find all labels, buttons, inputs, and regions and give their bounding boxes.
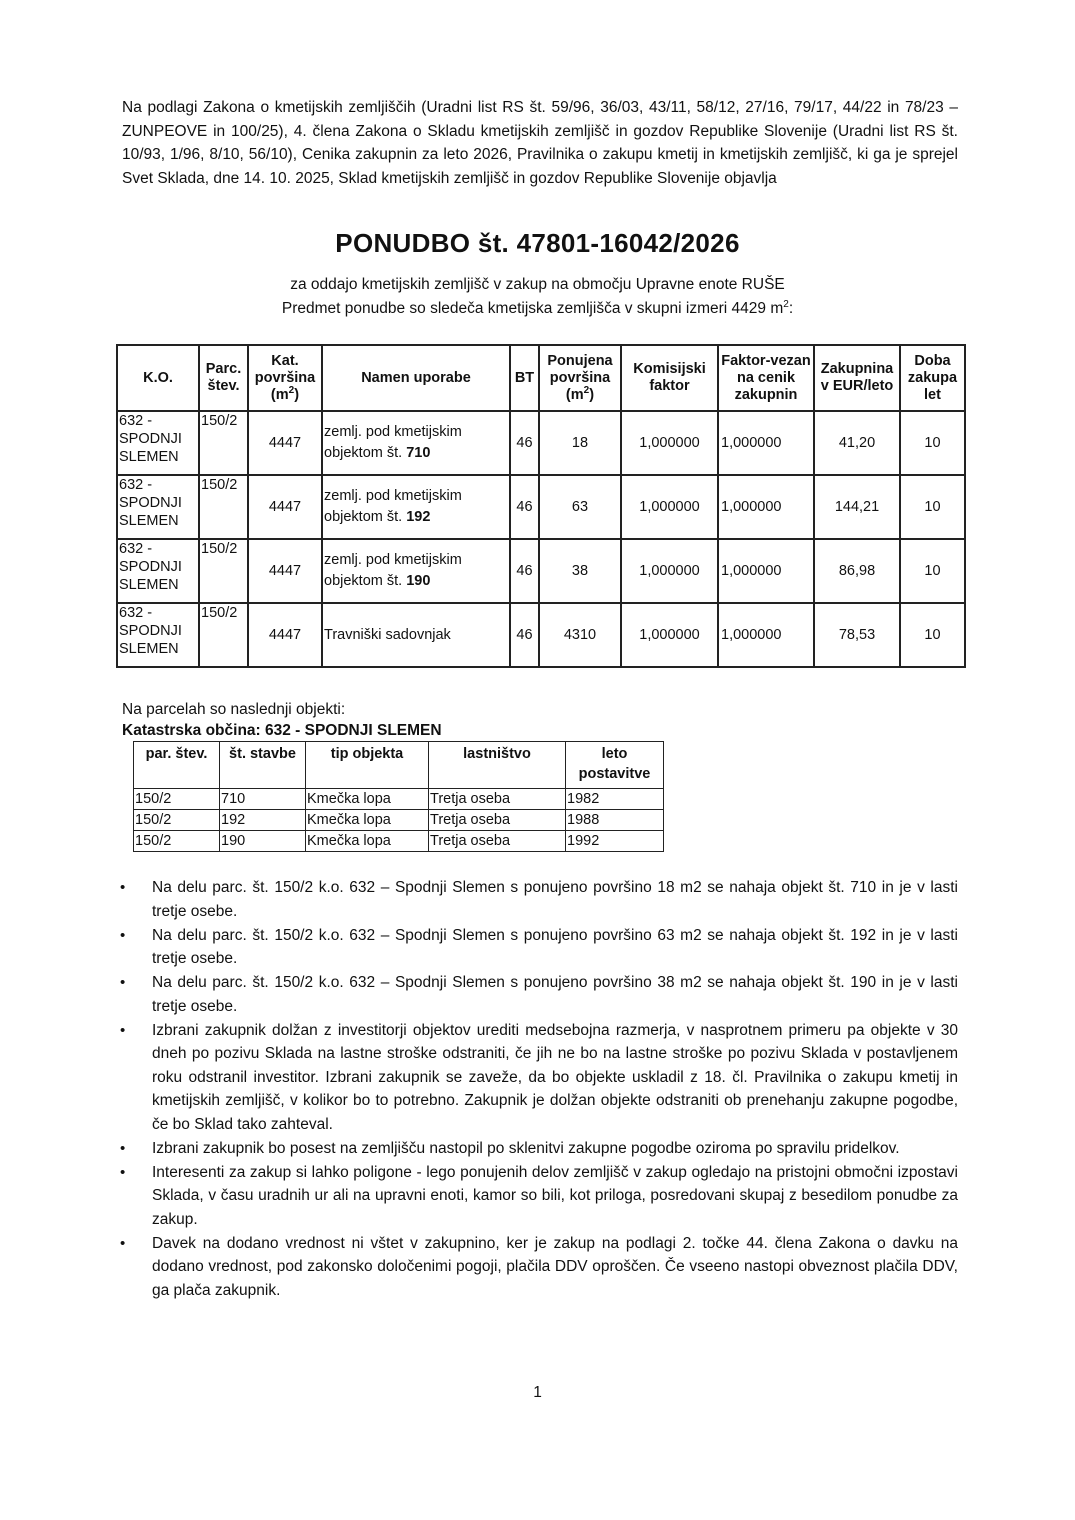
header-leto-postavitve: leto postavitve — [566, 742, 664, 789]
header-tip-objekta: tip objekta — [306, 742, 429, 789]
header-lastnistvo: lastništvo — [429, 742, 566, 789]
offer-subject-text: Predmet ponudbe so sledeča kmetijska zemljišča v skupni izmeri 4429 m — [281, 300, 784, 317]
cell-bt: 46 — [510, 411, 539, 475]
bullet-icon: • — [120, 1163, 126, 1181]
cell-komis: 1,000000 — [621, 539, 718, 603]
cell-kat: 4447 — [248, 475, 322, 539]
cell-tip-objekta: Kmečka lopa — [306, 789, 429, 810]
cell-pon: 38 — [539, 539, 621, 603]
cell-leto: 1992 — [566, 831, 664, 852]
cell-komis: 1,000000 — [621, 411, 718, 475]
header-pon-label: Ponujena površina — [547, 352, 613, 386]
cell-namen-text: Travniški sadovnjak — [324, 626, 451, 643]
cell-parc: 150/2 — [199, 603, 248, 667]
conditions-list — [120, 876, 958, 1303]
list-item — [120, 1137, 958, 1161]
cell-lastnistvo: Tretja oseba — [429, 831, 566, 852]
cell-objekt: 192 — [406, 509, 431, 525]
bullet-icon: • — [120, 926, 126, 944]
cell-kat: 4447 — [248, 411, 322, 475]
header-doba: Doba zakupa let — [900, 345, 965, 411]
cell-bt: 46 — [510, 475, 539, 539]
cell-namen — [322, 411, 510, 475]
cell-ko: 632 - SPODNJI SLEMEN — [117, 603, 199, 667]
cell-komis: 1,000000 — [621, 603, 718, 667]
table-row — [117, 411, 965, 475]
bullet-icon: • — [120, 1234, 126, 1252]
cell-ko: 632 - SPODNJI SLEMEN — [117, 475, 199, 539]
cell-zakupnina: 41,20 — [814, 411, 900, 475]
offer-subtitle: za oddajo kmetijskih zemljišč v zakup na območju Upravne enote RUŠE — [290, 276, 785, 293]
land-table — [116, 344, 966, 668]
table-row — [134, 810, 664, 831]
table-row — [117, 539, 965, 603]
cell-lastnistvo: Tretja oseba — [429, 789, 566, 810]
cell-doba: 10 — [900, 603, 965, 667]
cell-faktor: 1,000000 — [718, 603, 814, 667]
offer-title: PONUDBO št. 47801-16042/2026 — [335, 228, 740, 258]
bullet-icon: • — [120, 1139, 126, 1157]
header-pon-unit: (m — [565, 386, 584, 403]
header-pon — [539, 345, 621, 411]
cell-tip-objekta: Kmečka lopa — [306, 810, 429, 831]
list-item — [120, 924, 958, 971]
header-pon-close: ) — [589, 386, 595, 403]
page-number: 1 — [533, 1384, 542, 1401]
cell-st-stavbe: 190 — [220, 831, 306, 852]
cell-parc: 150/2 — [199, 475, 248, 539]
header-kat-sup: 2 — [288, 384, 295, 396]
cell-kat: 4447 — [248, 539, 322, 603]
list-item — [120, 1019, 958, 1137]
cell-doba: 10 — [900, 411, 965, 475]
header-kat — [248, 345, 322, 411]
list-item — [120, 971, 958, 1018]
cell-bt: 46 — [510, 603, 539, 667]
cadastral-label: Katastrska občina: 632 - SPODNJI SLEMEN — [122, 722, 442, 739]
header-pon-sup: 2 — [583, 384, 590, 396]
cell-leto: 1982 — [566, 789, 664, 810]
cell-faktor: 1,000000 — [718, 411, 814, 475]
cell-par-stev: 150/2 — [134, 831, 220, 852]
list-item-text: Na delu parc. št. 150/2 k.o. 632 – Spodnji Slemen s ponujeno površino 63 m2 se nahaja objekt št. 192 in je v lasti tretje osebe. — [152, 926, 958, 967]
header-bt: BT — [510, 345, 539, 411]
cell-namen — [322, 539, 510, 603]
cell-namen — [322, 603, 510, 667]
table-row — [134, 831, 664, 852]
cell-parc: 150/2 — [199, 539, 248, 603]
table-row — [117, 475, 965, 539]
cell-namen-text: zemlj. pod kmetijskim objektom št. — [324, 424, 462, 461]
cell-tip-objekta: Kmečka lopa — [306, 831, 429, 852]
cell-par-stev: 150/2 — [134, 789, 220, 810]
header-parc: Parc. štev. — [199, 345, 248, 411]
header-zakupnina: Zakupnina v EUR/leto — [814, 345, 900, 411]
cell-st-stavbe: 710 — [220, 789, 306, 810]
cell-faktor: 1,000000 — [718, 475, 814, 539]
list-item-text: Izbrani zakupnik bo posest na zemljišču nastopil po sklenitvi zakupne pogodbe oziroma po spravilu pridelkov. — [152, 1139, 900, 1157]
cell-namen-text: zemlj. pod kmetijskim objektom št. — [324, 488, 462, 525]
cell-namen-text: zemlj. pod kmetijskim objektom št. — [324, 552, 462, 589]
cell-objekt: 710 — [406, 445, 431, 461]
cell-pon: 4310 — [539, 603, 621, 667]
cell-kat: 4447 — [248, 603, 322, 667]
header-namen: Namen uporabe — [322, 345, 510, 411]
header-st-stavbe: št. stavbe — [220, 742, 306, 789]
table-row — [134, 789, 664, 810]
list-item-text: Na delu parc. št. 150/2 k.o. 632 – Spodnji Slemen s ponujeno površino 38 m2 se nahaja objekt št. 190 in je v lasti tretje osebe. — [152, 974, 958, 1015]
header-kat-label: Kat. površina — [254, 352, 316, 386]
cell-pon: 63 — [539, 475, 621, 539]
table-row — [117, 603, 965, 667]
cell-namen — [322, 475, 510, 539]
header-kat-unit: (m — [270, 386, 289, 403]
cell-par-stev: 150/2 — [134, 810, 220, 831]
bullet-icon: • — [120, 879, 126, 896]
list-item-text: Izbrani zakupnik dolžan z investitorji objektov urediti medsebojna razmerja, v nasprotnem primeru pa objekte v 30 dneh po pozivu Sklada na lastne stroške odstraniti, če jih ne bo na lastne stroške po pozivu Sklada v postavljenem roku odstranil investitor. Izbrani zakupnik se zaveže, da bo objekte uskladil z 18. čl. Pravilnika o zakupu kmetij in kmetijskih zemljišč, v kolikor bo to potrebno. Zakupnik je dolžan objekte odstraniti ob prenehanju zakupne pogodbe, če bo Sklad tako zahteval. — [152, 1021, 958, 1133]
cell-zakupnina: 78,53 — [814, 603, 900, 667]
cell-st-stavbe: 192 — [220, 810, 306, 831]
list-item — [120, 1161, 958, 1232]
header-faktor: Faktor-vezan na cenik zakupnin — [718, 345, 814, 411]
objects-label: Na parcelah so naslednji objekti: — [122, 701, 346, 718]
list-item-text: Davek na dodano vrednost ni vštet v zakupnino, ker je zakup na podlagi 2. točke 44. člena Zakona o davku na dodano vrednost, pod zakonsko določenimi pogoji, plačila DDV oproščen. Če vseeno nastopi obveznost plačila DDV, ga plača zakupnik. — [152, 1234, 958, 1299]
cell-bt: 46 — [510, 539, 539, 603]
land-table-header — [117, 345, 965, 411]
header-par-stev: par. štev. — [134, 742, 220, 789]
cell-objekt: 190 — [406, 573, 431, 589]
cell-zakupnina: 144,21 — [814, 475, 900, 539]
bullet-icon: • — [120, 974, 126, 991]
cell-ko: 632 - SPODNJI SLEMEN — [117, 411, 199, 475]
objects-table — [133, 741, 664, 852]
cell-lastnistvo: Tretja oseba — [429, 810, 566, 831]
header-kat-close: ) — [294, 386, 300, 403]
cell-zakupnina: 86,98 — [814, 539, 900, 603]
cell-faktor: 1,000000 — [718, 539, 814, 603]
cell-doba: 10 — [900, 539, 965, 603]
cell-ko: 632 - SPODNJI SLEMEN — [117, 539, 199, 603]
objects-table-header — [134, 742, 664, 789]
cell-doba: 10 — [900, 475, 965, 539]
list-item-text: Na delu parc. št. 150/2 k.o. 632 – Spodnji Slemen s ponujeno površino 18 m2 se nahaja objekt št. 710 in je v lasti tretje osebe. — [152, 879, 958, 920]
cell-leto: 1988 — [566, 810, 664, 831]
cell-pon: 18 — [539, 411, 621, 475]
intro-paragraph: Na podlagi Zakona o kmetijskih zemljiščih (Uradni list RS št. 59/96, 36/03, 43/11, 58/12, 27/16, 79/17, 44/22 in 78/23 – ZUNPEOVE in 100/25), 4. člena Zakona o Skladu kmetijskih zemljišč in gozdov Republike Slovenije (Uradni list RS št. 10/93, 1/96, 8/10, 56/10), Cenika zakupnin za leto 2026, Pravilnika o zakupu kmetij in kmetijskih zemljišč, ki ga je sprejel Svet Sklada, dne 14. 10. 2025, Sklad kmetijskih zemljišč in gozdov Republike Slovenije objavlja — [122, 99, 958, 187]
offer-subject-end: : — [788, 300, 794, 317]
list-item — [120, 876, 958, 923]
cell-komis: 1,000000 — [621, 475, 718, 539]
header-ko: K.O. — [117, 345, 199, 411]
offer-subject-sup: 2 — [783, 298, 789, 310]
list-item-text: Interesenti za zakup si lahko poligone - lego ponujenih delov zemljišč v zakup ogledajo na pristojni območni izpostavi Sklada, v času uradnih ur ali na upravni enoti, kamor so bili, kot priloga, posredovani skupaj z besedilom ponudbe za zakup. — [152, 1163, 958, 1228]
list-item — [120, 1232, 958, 1303]
offer-subject — [0, 298, 1075, 320]
bullet-icon: • — [120, 1021, 126, 1039]
header-komis: Komisijski faktor — [621, 345, 718, 411]
cell-parc: 150/2 — [199, 411, 248, 475]
